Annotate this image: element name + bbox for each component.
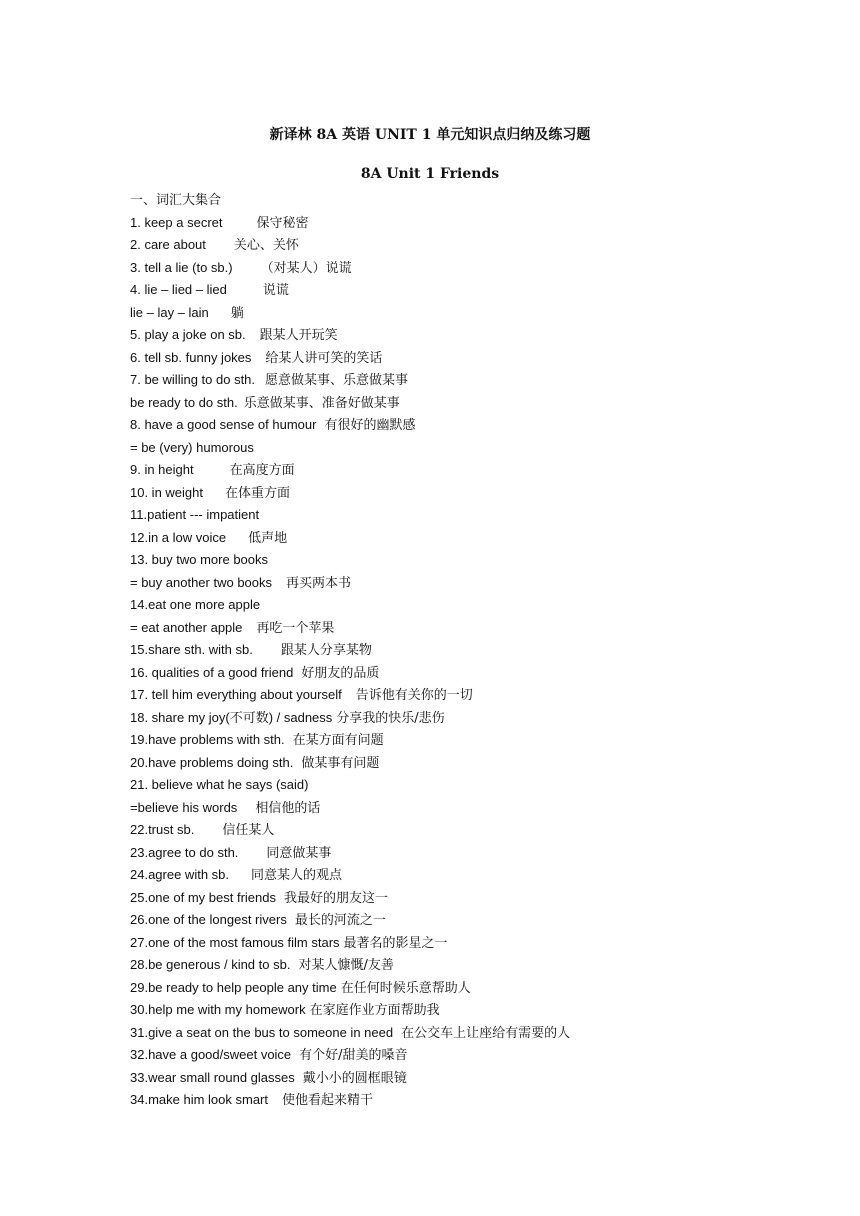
vocab-line (130, 392, 830, 415)
vocab-line (130, 572, 830, 595)
vocab-english: 3. tell a lie (to sb.) (130, 259, 233, 275)
vocab-chinese: 在某方面有问题 (292, 733, 384, 748)
vocab-english: 15.share sth. with sb. (130, 642, 253, 657)
vocab-chinese: 对某人慷慨/友善 (298, 958, 394, 973)
vocab-chinese: 信任某人 (222, 823, 275, 838)
vocab-chinese: 有个好/甜美的嗓音 (299, 1048, 408, 1063)
vocab-english: = eat another apple (130, 619, 243, 635)
vocab-english: 26.one of the longest rivers (130, 912, 287, 927)
vocab-english: 12.in a low voice (130, 529, 227, 545)
vocab-line (130, 347, 830, 370)
vocab-line (130, 752, 830, 775)
vocab-line (130, 639, 830, 662)
vocab-english: = be (very) humorous (130, 439, 254, 455)
vocab-english: 13. buy two more books (130, 552, 269, 567)
vocab-line (130, 819, 830, 842)
vocab-english: 5. play a joke on sb. (130, 327, 246, 342)
vocab-chinese: 在家庭作业方面帮助我 (309, 1003, 440, 1018)
vocab-line (130, 302, 830, 325)
vocab-chinese: 关心、关怀 (233, 238, 299, 253)
vocab-chinese: 跟某人开玩笑 (259, 328, 338, 343)
vocab-line (130, 954, 830, 977)
vocab-line (130, 549, 830, 572)
vocab-line (130, 594, 830, 617)
vocab-english: 4. lie – lied – lied (130, 282, 227, 297)
document-subtitle: 8A Unit 1 Friends (360, 166, 500, 182)
vocab-english: 7. be willing to do sth. (130, 372, 256, 387)
vocab-line (130, 234, 830, 257)
vocab-line (130, 887, 830, 910)
vocab-line (130, 1044, 830, 1067)
vocab-line (130, 1089, 830, 1112)
vocab-english: 34.make him look smart (130, 1092, 268, 1107)
vocab-chinese: 低声地 (248, 530, 288, 546)
vocab-chinese: 在任何时候乐意帮助人 (340, 980, 471, 996)
vocab-english: 17. tell him everything about yourself (130, 687, 342, 702)
vocab-chinese: 同意做某事 (266, 845, 332, 861)
vocab-english: 18. share my joy(不可数) / sadness (130, 709, 333, 725)
vocab-chinese: 再吃一个苹果 (256, 620, 335, 636)
vocab-line (130, 684, 830, 707)
vocab-english: 一、词汇大集合 (130, 192, 222, 207)
vocab-english: 1. keep a secret (130, 214, 223, 230)
vocab-english: be ready to do sth. (130, 394, 238, 410)
vocab-english: 8. have a good sense of humour (130, 417, 317, 432)
vocab-english: 2. care about (130, 237, 206, 252)
vocab-english: 9. in height (130, 462, 194, 477)
vocab-english: 10. in weight (130, 484, 203, 500)
vocab-english: = buy another two books (130, 574, 273, 590)
vocab-english: =believe his words (130, 799, 238, 815)
vocab-line (130, 1067, 830, 1090)
vocab-english: 14.eat one more apple (130, 597, 261, 612)
vocab-english: lie – lay – lain (130, 304, 209, 320)
vocab-line (130, 459, 830, 482)
vocab-line (130, 662, 830, 685)
vocab-english: 24.agree with sb. (130, 867, 230, 882)
vocab-english: 31.give a seat on the bus to someone in need (130, 1024, 394, 1040)
vocabulary-list (130, 189, 830, 1112)
document-title: 新译林 8A 英语 UNIT 1 单元知识点归纳及练习题 (269, 127, 591, 143)
vocab-line (130, 864, 830, 887)
vocab-english: 28.be generous / kind to sb. (130, 957, 291, 972)
vocab-line (130, 527, 830, 550)
vocab-english: 29.be ready to help people any time (130, 979, 337, 995)
vocab-chinese: 最著名的影星之一 (343, 935, 448, 951)
vocab-chinese: 戴小小的圆框眼镜 (302, 1070, 407, 1086)
vocab-chinese: 分享我的快乐/悲伤 (336, 710, 445, 726)
vocab-line (130, 212, 830, 235)
vocab-chinese: 保守秘密 (256, 215, 309, 231)
vocab-line (130, 324, 830, 347)
vocab-line (130, 414, 830, 437)
vocab-chinese: 告诉他有关你的一切 (355, 688, 473, 703)
vocab-chinese: 相信他的话 (255, 800, 321, 816)
vocab-english: 11.patient --- impatient (130, 507, 260, 522)
vocab-line (130, 707, 830, 730)
vocab-english: 22.trust sb. (130, 822, 195, 837)
vocab-line (130, 369, 830, 392)
vocab-line (130, 842, 830, 865)
vocab-chinese: 最长的河流之一 (294, 913, 386, 928)
vocab-english: 6. tell sb. funny jokes (130, 349, 252, 365)
vocab-english: 30.help me with my homework (130, 1002, 306, 1017)
vocab-chinese: 在高度方面 (229, 463, 295, 478)
vocab-line (130, 257, 830, 280)
vocab-chinese: 在公交车上让座给有需要的人 (401, 1025, 571, 1041)
vocab-line (130, 729, 830, 752)
vocab-chinese: 好朋友的品质 (301, 665, 380, 681)
vocab-chinese: 在体重方面 (225, 485, 291, 501)
vocab-english: 32.have a good/sweet voice (130, 1047, 292, 1062)
vocab-english: 25.one of my best friends (130, 889, 276, 905)
vocab-line (130, 999, 830, 1022)
vocab-line (130, 774, 830, 797)
vocab-chinese: 给某人讲可笑的笑话 (265, 350, 383, 366)
vocab-english: 16. qualities of a good friend (130, 664, 294, 680)
vocab-english: 23.agree to do sth. (130, 844, 239, 860)
vocab-chinese: 同意某人的观点 (251, 868, 343, 883)
vocab-english: 27.one of the most famous film stars (130, 934, 340, 950)
vocab-english: 20.have problems doing sth. (130, 754, 294, 770)
vocab-line (130, 617, 830, 640)
vocab-line (130, 189, 830, 212)
vocab-chinese: 愿意做某事、乐意做某事 (265, 373, 409, 388)
vocab-line (130, 279, 830, 302)
vocab-chinese: 跟某人分享某物 (280, 643, 372, 658)
vocab-line (130, 504, 830, 527)
vocab-chinese: 说谎 (262, 283, 289, 298)
vocab-line (130, 437, 830, 460)
vocab-line (130, 977, 830, 1000)
vocab-chinese: 乐意做某事、准备好做某事 (243, 395, 400, 411)
vocab-chinese: 做某事有问题 (301, 755, 380, 771)
vocab-chinese: 再买两本书 (286, 575, 352, 591)
vocab-chinese: 使他看起来精干 (282, 1093, 374, 1108)
vocab-line (130, 482, 830, 505)
vocab-english: 21. believe what he says (said) (130, 777, 309, 792)
vocab-chinese: 我最好的朋友这一 (283, 890, 388, 906)
vocab-chinese: 有很好的幽默感 (324, 418, 416, 433)
vocab-line (130, 932, 830, 955)
vocab-chinese: 躺 (230, 305, 244, 321)
vocab-chinese: （对某人）说谎 (260, 260, 352, 276)
vocab-line (130, 1022, 830, 1045)
vocab-line (130, 797, 830, 820)
vocab-line (130, 909, 830, 932)
vocab-english: 33.wear small round glasses (130, 1069, 295, 1085)
vocab-english: 19.have problems with sth. (130, 732, 285, 747)
